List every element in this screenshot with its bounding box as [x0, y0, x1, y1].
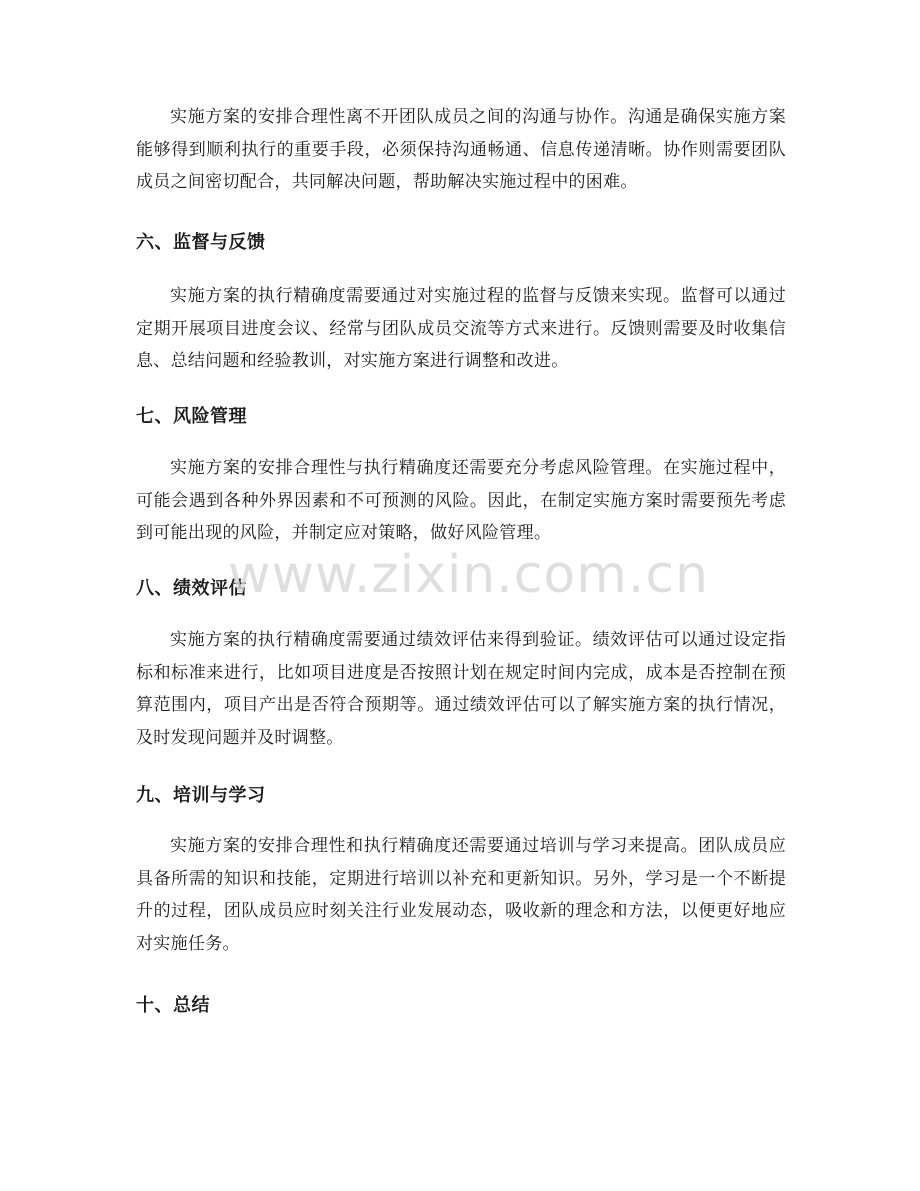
paragraph-supervision-feedback: 实施方案的执行精确度需要通过对实施过程的监督与反馈来实现。监督可以通过定期开展项目进度会议、经常与团队成员交流等方式来进行。反馈则需要及时收集信息、总结问题和经验教训，对实施方案进行调整和改进。 [136, 286, 786, 371]
paragraph-risk-management: 实施方案的安排合理性与执行精确度还需要充分考虑风险管理。在实施过程中，可能会遇到各种外界因素和不可预测的风险。因此，在制定实施方案时需要预先考虑到可能出现的风险，并制定应对策略，做好风险管理。 [136, 458, 786, 543]
paragraph-training-learning: 实施方案的安排合理性和执行精确度还需要通过培训与学习来提高。团队成员应具备所需的知识和技能，定期进行培训以补充和更新知识。另外，学习是一个不断提升的过程，团队成员应时刻关注行业发展动态，吸收新的理念和方法，以便更好地应对实施任务。 [136, 836, 786, 954]
watermark: www.zixin.com.cn [228, 545, 709, 605]
heading-supervision-feedback: 六、监督与反馈 [136, 232, 266, 253]
heading-performance-evaluation: 八、绩效评估 [136, 578, 247, 599]
heading-risk-management: 七、风险管理 [136, 406, 247, 427]
paragraph-communication: 实施方案的安排合理性离不开团队成员之间的沟通与协作。沟通是确保实施方案能够得到顺利执行的重要手段，必须保持沟通畅通、信息传递清晰。协作则需要团队成员之间密切配合，共同解决问题，帮助解决实施过程中的困难。 [136, 107, 786, 192]
heading-summary: 十、总结 [136, 995, 210, 1016]
heading-training-learning: 九、培训与学习 [136, 785, 266, 806]
paragraph-performance-evaluation: 实施方案的执行精确度需要通过绩效评估来得到验证。绩效评估可以通过设定指标和标准来进行，比如项目进度是否按照计划在规定时间内完成，成本是否控制在预算范围内，项目产出是否符合预期等。通过绩效评估可以了解实施方案的执行情况，及时发现问题并及时调整。 [136, 630, 786, 748]
